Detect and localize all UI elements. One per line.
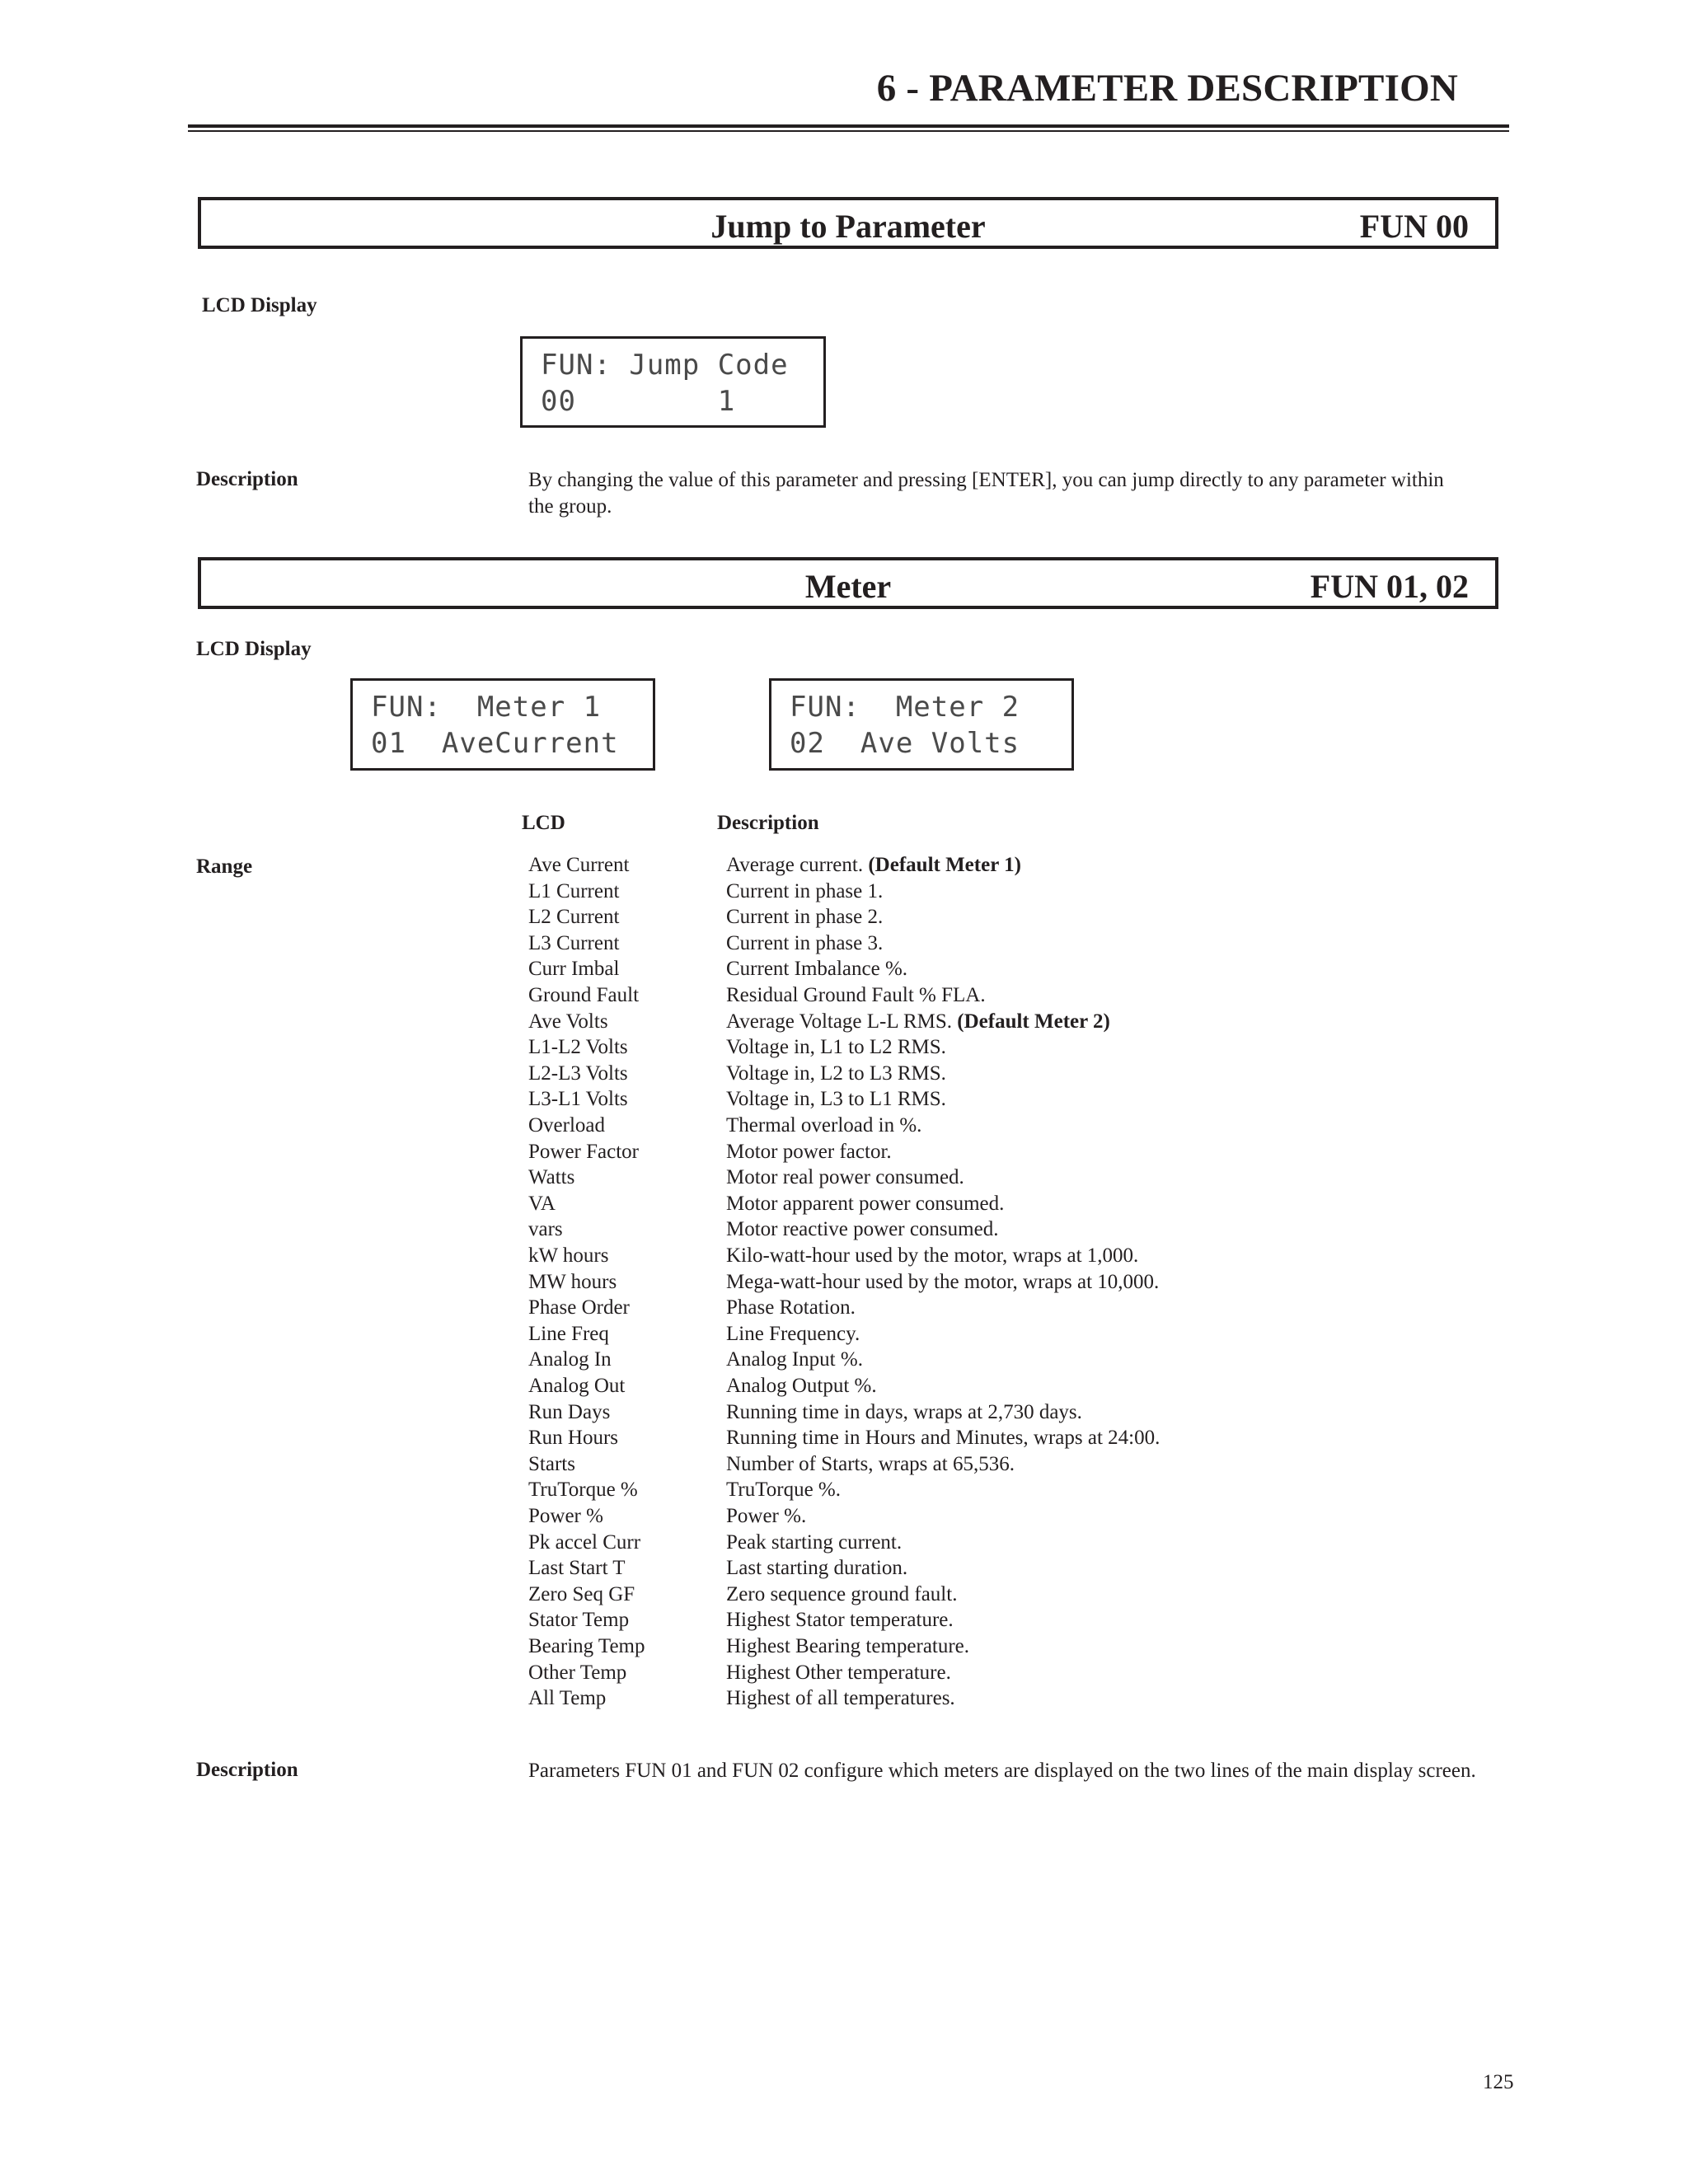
range-lcd-value: Power Factor: [528, 1140, 639, 1163]
range-lcd-value: Ave Current: [528, 854, 630, 876]
range-description: [726, 1036, 946, 1059]
range-description-text: Peak starting current.: [726, 1530, 903, 1554]
range-lcd-value: All Temp: [528, 1687, 607, 1710]
lcd-line-2: 01 AveCurrent: [371, 727, 619, 760]
range-row: [528, 1661, 1476, 1688]
range-description-text: Current in phase 2.: [726, 906, 884, 929]
range-lcd-value: Run Hours: [528, 1427, 619, 1450]
lcd-display-meter-2: [769, 678, 1074, 771]
range-description-text: Voltage in, L2 to L3 RMS.: [726, 1062, 946, 1085]
range-description-text: Highest Stator temperature.: [726, 1609, 954, 1632]
range-row: [528, 1218, 1476, 1244]
range-description: [726, 1479, 841, 1502]
range-description-text: Average Voltage L-L RMS.: [726, 1010, 953, 1033]
range-lcd-value: L2 Current: [528, 906, 620, 929]
range-description-text: Line Frequency.: [726, 1322, 860, 1345]
range-lcd-value: Analog Out: [528, 1375, 626, 1397]
range-lcd-value: L2-L3 Volts: [528, 1062, 628, 1085]
range-row: [528, 1583, 1476, 1610]
lcd-line-1: FUN: Meter 2: [790, 691, 1020, 724]
section-code: FUN 00: [1359, 208, 1469, 245]
range-lcd-value: Stator Temp: [528, 1609, 630, 1632]
range-row: [528, 1088, 1476, 1114]
range-row: [528, 1401, 1476, 1427]
range-description: [726, 1635, 969, 1658]
range-description-text: Analog Input %.: [726, 1348, 863, 1371]
range-lcd-value: MW hours: [528, 1270, 617, 1293]
range-description-text: Power %.: [726, 1505, 807, 1527]
range-description-text: Highest Other temperature.: [726, 1661, 951, 1684]
lcd-display-jump-code: [520, 336, 826, 428]
range-description: [726, 1557, 907, 1580]
chapter-title: 6 - PARAMETER DESCRIPTION: [876, 67, 1458, 110]
range-lcd-value: VA: [528, 1192, 556, 1215]
range-description-text: Number of Starts, wraps at 65,536.: [726, 1452, 1015, 1475]
range-lcd-value: Phase Order: [528, 1296, 630, 1319]
range-row: [528, 854, 1476, 880]
range-lcd-value: Ave Volts: [528, 1010, 608, 1033]
range-description-text: Thermal overload in %.: [726, 1114, 922, 1137]
lcd-display-meter-1: [350, 678, 655, 771]
range-description-text: Kilo-watt-hour used by the motor, wraps at 1,000.: [726, 1244, 1139, 1267]
range-lcd-value: Line Freq: [528, 1322, 609, 1345]
range-description-text: Highest of all temperatures.: [726, 1687, 955, 1710]
range-row: [528, 906, 1476, 932]
range-row: [528, 1479, 1476, 1505]
range-row: [528, 932, 1476, 958]
range-lcd-value: Bearing Temp: [528, 1635, 645, 1657]
range-lcd-value: Curr Imbal: [528, 958, 620, 981]
range-row: [528, 1531, 1476, 1558]
range-row: [528, 1557, 1476, 1583]
range-lcd-value: kW hours: [528, 1244, 609, 1267]
range-lcd-value: Overload: [528, 1114, 606, 1137]
range-description: [726, 1609, 954, 1632]
range-description: [726, 1348, 863, 1371]
range-description: [726, 1218, 998, 1241]
range-row: [528, 1687, 1476, 1713]
range-description: [726, 984, 986, 1007]
range-description: [726, 1375, 877, 1398]
range-description: [726, 1401, 1082, 1424]
section-title: Jump to Parameter: [710, 208, 986, 245]
range-row: [528, 1010, 1476, 1037]
range-row: [528, 880, 1476, 907]
range-description-text: Current in phase 1.: [726, 879, 884, 902]
range-lcd-value: Zero Seq GF: [528, 1582, 635, 1605]
range-lcd-value: L3-L1 Volts: [528, 1088, 628, 1111]
lcd-display-label: LCD Display: [196, 638, 312, 660]
range-column-header-lcd: LCD: [522, 812, 565, 834]
lcd-display-label: LCD Display: [202, 294, 317, 316]
range-description-text: Average current.: [726, 854, 864, 876]
lcd-line-1: FUN: Meter 1: [371, 691, 602, 724]
range-lcd-value: L1 Current: [528, 879, 620, 902]
range-description-text: TruTorque %.: [726, 1479, 841, 1502]
range-description: [726, 1166, 964, 1189]
range-lcd-value: TruTorque %: [528, 1479, 638, 1502]
section-header-jump-to-parameter: [198, 197, 1498, 249]
range-description: [726, 1088, 946, 1111]
page-number: 125: [1483, 2071, 1514, 2093]
range-row: [528, 1036, 1476, 1062]
range-description-text: Current Imbalance %.: [726, 958, 908, 981]
range-description-text: Residual Ground Fault % FLA.: [726, 984, 986, 1006]
range-description-text: Motor apparent power consumed.: [726, 1192, 1005, 1215]
range-description: [726, 1010, 1110, 1033]
range-description-text: Current in phase 3.: [726, 931, 884, 954]
range-row: [528, 1427, 1476, 1453]
description-label: Description: [196, 468, 298, 490]
range-default-note: (Default Meter 1): [868, 854, 1021, 876]
header-rule-thin: [188, 130, 1509, 132]
lcd-line-2: 02 Ave Volts: [790, 727, 1020, 760]
range-row: [528, 1453, 1476, 1479]
range-row: [528, 1635, 1476, 1661]
range-lcd-value: Starts: [528, 1452, 575, 1475]
lcd-line-2: 00 1: [541, 385, 736, 418]
range-description-text: Zero sequence ground fault.: [726, 1582, 958, 1605]
range-lcd-value: Last Start T: [528, 1557, 626, 1580]
range-row: [528, 1296, 1476, 1323]
range-description-text: Voltage in, L1 to L2 RMS.: [726, 1036, 946, 1059]
range-row: [528, 1114, 1476, 1141]
range-description-text: Motor reactive power consumed.: [726, 1218, 999, 1241]
range-description: [726, 1531, 902, 1554]
range-lcd-value: Ground Fault: [528, 984, 640, 1006]
range-row: [528, 958, 1476, 984]
range-row: [528, 1348, 1476, 1375]
range-description: [726, 1244, 1138, 1268]
range-description: [726, 1296, 856, 1319]
range-description-text: Motor power factor.: [726, 1140, 892, 1163]
description-label: Description: [196, 1759, 298, 1781]
range-description: [726, 1427, 1160, 1450]
range-row: [528, 984, 1476, 1010]
range-description: [726, 1271, 1159, 1294]
range-lcd-value: L3 Current: [528, 931, 620, 954]
range-lcd-value: Pk accel Curr: [528, 1530, 641, 1554]
range-description-text: Highest Bearing temperature.: [726, 1635, 970, 1657]
range-row: [528, 1141, 1476, 1167]
range-description: [726, 854, 1021, 877]
range-description: [726, 1661, 951, 1685]
description-text: By changing the value of this parameter and pressing [ENTER], you can jump directly to any parameter within the group.: [528, 469, 1444, 518]
range-row: [528, 1375, 1476, 1401]
range-description: [726, 1687, 955, 1710]
range-row: [528, 1271, 1476, 1297]
range-row: [528, 1244, 1476, 1271]
range-row: [528, 1166, 1476, 1193]
range-lcd-value: Watts: [528, 1166, 575, 1189]
range-description: [726, 1141, 892, 1164]
range-description: [726, 1505, 806, 1528]
range-lcd-value: L1-L2 Volts: [528, 1036, 628, 1059]
lcd-line-1: FUN: Jump Code: [541, 349, 789, 382]
range-lcd-value: Run Days: [528, 1400, 611, 1423]
range-lcd-value: Analog In: [528, 1348, 612, 1371]
description-text: Parameters FUN 01 and FUN 02 configure which meters are displayed on the two lines of the main display screen.: [528, 1760, 1476, 1782]
section-header-meter: [198, 557, 1498, 609]
header-rule-thick: [188, 124, 1509, 128]
range-lcd-value: Power %: [528, 1505, 603, 1527]
range-column-header-description: Description: [717, 812, 819, 834]
section-code: FUN 01, 02: [1310, 568, 1469, 605]
range-table: [528, 854, 1476, 1719]
range-row: [528, 1193, 1476, 1219]
range-row: [528, 1609, 1476, 1635]
range-description: [726, 1193, 1004, 1216]
range-description-text: Motor real power consumed.: [726, 1166, 964, 1189]
range-description-text: Mega-watt-hour used by the motor, wraps at 10,000.: [726, 1270, 1160, 1293]
range-description: [726, 1114, 921, 1137]
range-description: [726, 906, 883, 929]
range-row: [528, 1323, 1476, 1349]
range-row: [528, 1062, 1476, 1089]
range-description: [726, 1062, 946, 1085]
range-description: [726, 958, 907, 981]
range-description: [726, 1453, 1015, 1476]
range-description-text: Voltage in, L3 to L1 RMS.: [726, 1088, 946, 1111]
range-description-text: Analog Output %.: [726, 1375, 877, 1397]
range-lcd-value: Other Temp: [528, 1661, 627, 1684]
section-title: Meter: [804, 568, 892, 605]
range-description: [726, 1323, 860, 1346]
range-description: [726, 932, 883, 955]
range-label: Range: [196, 855, 253, 878]
range-description-text: Last starting duration.: [726, 1557, 908, 1580]
range-row: [528, 1505, 1476, 1531]
range-lcd-value: vars: [528, 1218, 563, 1241]
range-description: [726, 880, 883, 903]
range-default-note: (Default Meter 2): [957, 1010, 1110, 1033]
range-description-text: Phase Rotation.: [726, 1296, 856, 1319]
range-description: [726, 1583, 957, 1606]
range-description-text: Running time in days, wraps at 2,730 days.: [726, 1400, 1082, 1423]
range-description-text: Running time in Hours and Minutes, wraps at 24:00.: [726, 1427, 1160, 1450]
